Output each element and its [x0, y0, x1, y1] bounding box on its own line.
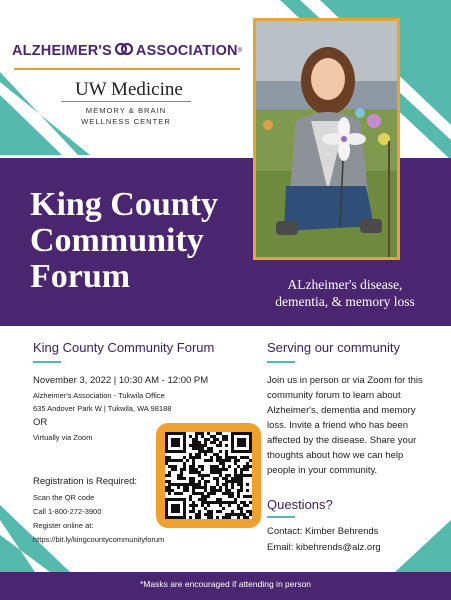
event-datetime: November 3, 2022 | 10:30 AM - 12:00 PM — [33, 375, 209, 386]
forum-heading: King County Community Forum — [33, 340, 215, 355]
purple-knot-icon — [115, 40, 133, 63]
event-subtitle-line1: ALzheimer's disease, — [287, 277, 403, 292]
serving-body-line: affected by the disease. Share your — [267, 435, 417, 446]
event-venue: Alzheimer's Association - Tukwila Office — [33, 391, 165, 400]
registration-heading: Registration is Required: — [33, 476, 138, 487]
event-title — [30, 187, 260, 295]
serving-heading: Serving our community — [267, 340, 400, 355]
virtual-label: Virtually via Zoom — [33, 433, 93, 442]
woman-with-pinwheel-image — [256, 21, 397, 257]
uw-subtitle-line1: MEMORY & BRAIN — [85, 106, 167, 115]
serving-body-line: loss. Invite a friend who has been — [267, 420, 409, 431]
or-label: OR — [33, 417, 48, 428]
event-address: 635 Andover Park W | Tukwila, WA 98188 — [33, 404, 172, 413]
serving-body-line: thoughts about how we can help — [267, 450, 404, 461]
registered-mark: ® — [237, 48, 243, 54]
event-subtitle — [250, 276, 440, 310]
serving-body-line: Join us in person or via Zoom for this — [267, 375, 423, 386]
alzheimers-association-logo — [12, 40, 243, 62]
questions-heading-rule — [267, 516, 295, 518]
contact-name: Contact: Kimber Behrends — [267, 526, 379, 537]
questions-heading: Questions? — [267, 497, 333, 512]
forum-heading-rule — [33, 361, 61, 363]
serving-body — [267, 373, 423, 478]
serving-body-line: people in your community. — [267, 465, 378, 476]
uw-medicine-logo: UW Medicine — [75, 79, 183, 100]
serving-heading-rule — [267, 361, 295, 363]
uw-divider — [61, 101, 191, 102]
hero-photo — [256, 21, 397, 257]
gold-divider — [14, 68, 240, 70]
org-name-right: ASSOCIATION — [135, 43, 238, 59]
contact-email[interactable]: Email: kibehrends@alz.org — [267, 542, 381, 553]
uw-subtitle-line2: WELLNESS CENTER — [81, 117, 171, 126]
registration-phone[interactable]: Call 1-800-272-3900 — [33, 507, 102, 516]
masks-note: *Masks are encouraged if attending in person — [139, 579, 312, 589]
serving-body-line: Alzheimer's, dementia and memory — [267, 405, 416, 416]
org-name-left: ALZHEIMER'S — [12, 43, 112, 59]
event-title-line2: Community — [30, 222, 204, 259]
uw-subtitle — [60, 105, 192, 127]
registration-qr: Scan the QR code — [33, 493, 95, 502]
serving-body-line: community forum to learn about — [267, 390, 401, 401]
qr-code-icon[interactable] — [165, 432, 252, 519]
registration-link[interactable]: https://bit.ly/kingcountycommunityforum — [33, 535, 165, 544]
event-subtitle-line2: dementia, & memory loss — [275, 294, 415, 309]
event-title-line1: King County — [30, 186, 218, 223]
event-title-line3: Forum — [30, 258, 131, 295]
registration-online: Register online at: — [33, 521, 94, 530]
